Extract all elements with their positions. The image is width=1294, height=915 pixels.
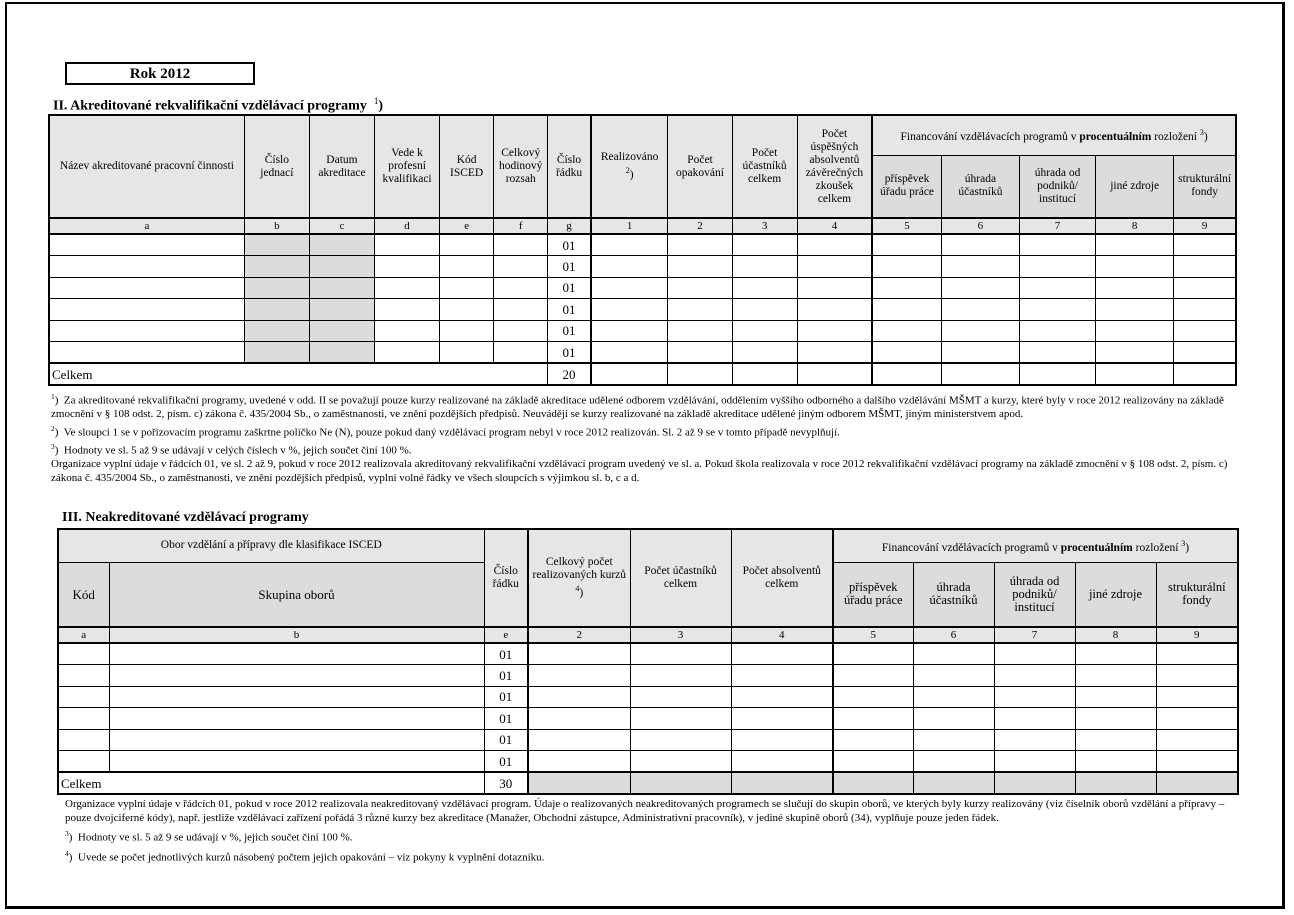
table-cell[interactable] xyxy=(732,363,797,385)
row-number: 20 xyxy=(548,363,591,385)
table-cell[interactable] xyxy=(941,277,1019,299)
col-label: a xyxy=(58,627,109,643)
financovani-note: 3 xyxy=(1199,128,1204,138)
table-cell[interactable] xyxy=(309,299,374,321)
table-cell[interactable] xyxy=(668,363,732,385)
col-label: 7 xyxy=(994,627,1075,643)
table-cell[interactable] xyxy=(244,299,309,321)
table-row xyxy=(49,320,1236,342)
table-cell[interactable] xyxy=(528,772,630,794)
table-cell[interactable] xyxy=(1174,320,1236,342)
col-label: e xyxy=(440,218,494,234)
table-row xyxy=(58,751,1238,773)
table-cell[interactable] xyxy=(1156,686,1238,708)
table-cell[interactable] xyxy=(49,277,244,299)
financovani-post: rozložení xyxy=(1151,131,1198,144)
table-cell[interactable] xyxy=(1174,342,1236,364)
note2-2-mark: 2 xyxy=(51,423,55,433)
table-cell[interactable] xyxy=(440,299,494,321)
table-cell[interactable] xyxy=(1019,320,1095,342)
table-cell[interactable] xyxy=(375,277,440,299)
section2-title: II. Akreditované rekvalifikační vzdělávací programy $^1$) xyxy=(53,96,384,114)
table-cell[interactable] xyxy=(309,277,374,299)
header3-uhrada-podniku: úhrada od podniků/ institucí xyxy=(994,562,1075,627)
note3-3-text: Hodnoty ve sl. 5 až 9 se udávají v %, jejich součet činí 100 %. xyxy=(77,831,353,844)
table-cell[interactable] xyxy=(872,342,941,364)
table-cell[interactable] xyxy=(833,686,913,708)
table-cell[interactable] xyxy=(309,234,374,256)
table-cell[interactable] xyxy=(244,342,309,364)
table-cell[interactable] xyxy=(1075,665,1156,687)
financovani3-bold: procentuálním xyxy=(1060,541,1133,554)
table-cell[interactable] xyxy=(872,234,941,256)
table-cell[interactable] xyxy=(1174,256,1236,278)
table-cell[interactable] xyxy=(872,320,941,342)
table-cell[interactable] xyxy=(528,751,630,773)
table-cell[interactable] xyxy=(1019,363,1095,385)
table-cell[interactable] xyxy=(591,320,668,342)
note2-1-mark: 1 xyxy=(51,392,55,401)
row-number: 01 xyxy=(484,708,528,730)
year-box: Rok 2012 xyxy=(65,62,255,85)
table-cell[interactable] xyxy=(797,234,872,256)
col-label: e xyxy=(484,627,528,643)
total-label: Celkem xyxy=(58,772,484,794)
note3-3-mark: 3 xyxy=(65,829,69,839)
table-cell[interactable] xyxy=(58,686,109,708)
col-label: b xyxy=(109,627,484,643)
header-cislo-jednaci: Číslo jednací xyxy=(244,115,309,218)
header-datum-akreditace: Datum akreditace xyxy=(309,115,374,218)
table-cell[interactable] xyxy=(872,256,941,278)
table-cell[interactable] xyxy=(630,708,731,730)
section3-title: III. Neakreditované vzdělávací programy xyxy=(62,510,309,525)
table-cell[interactable] xyxy=(668,320,732,342)
header3-celkovy-pocet-text: Celkový počet realizovaných kurzů xyxy=(532,556,627,582)
header-jine-zdroje: jiné zdroje xyxy=(1096,155,1174,218)
table-cell[interactable] xyxy=(668,234,732,256)
table-cell[interactable] xyxy=(1096,234,1174,256)
table-cell[interactable] xyxy=(1019,342,1095,364)
header3-strukturalni: strukturální fondy xyxy=(1156,562,1238,627)
note2-2: $^2$) Ve sloupci 1 se v pořizovacím programu zaškrtne políčko Ne (N), pouze pokud daný vzdělávací program nebyl v roce 2012 realizován. Sl. 2 až 9 se v tomto případě nevyplňují. xyxy=(51,423,840,439)
table-cell[interactable] xyxy=(440,277,494,299)
col-label: b xyxy=(244,218,309,234)
table-cell[interactable] xyxy=(440,256,494,278)
table-cell[interactable] xyxy=(309,256,374,278)
header-realizovano: Realizováno $^2$) xyxy=(591,115,668,218)
table-cell[interactable] xyxy=(1096,256,1174,278)
table-cell[interactable] xyxy=(833,665,913,687)
col-label: 4 xyxy=(731,627,833,643)
table-cell[interactable] xyxy=(994,643,1075,665)
table-cell[interactable] xyxy=(1156,708,1238,730)
section2-notes xyxy=(51,390,1231,486)
table-cell[interactable] xyxy=(668,342,732,364)
table-cell[interactable] xyxy=(732,342,797,364)
table-cell[interactable] xyxy=(375,256,440,278)
table-row xyxy=(58,665,1238,687)
note2-1-text: Za akreditované rekvalifikační programy, uvedené v odd. II se považují pouze kurzy realizované na základě akreditace udělené odborem vzdělávání, oddělením vyššího odborného a dalšího vzdělávání MŠMT a kurzy, které byly v roce 2012 realizovány na základě zmocnění v § 108 odst. 2, písm. c) zákona č. 435/2004 Sb., o zaměstnanosti, ve znění pozdějších předpisů. Neuvádějí se kurzy realizované na základě akreditace udělené jiným odborem MŠMT, jiným ministerstvem apod. xyxy=(51,394,1224,421)
table-row xyxy=(58,686,1238,708)
table-cell[interactable] xyxy=(630,686,731,708)
note3-1: Organizace vyplní údaje v řádcích 01, pokud v roce 2012 realizovala neakreditovaný vzdělávací program. Údaje o realizovaných neakreditovaných programech se slučují do skupin oborů, ve kterých byly kurzy realizovány (viz číselník oborů vzdělání a přípravy – pouze dvojciferné kódy), např. jestliže vzdělávací zařízení pořádá 3 různé kurzy bez akreditace (Manažer, Obchodní zástupce, Administrativní pracovník), v jediné skupině oborů (34), vyplňuje pouze jeden řádek. xyxy=(65,798,1225,824)
table-cell[interactable] xyxy=(833,772,913,794)
table-cell[interactable] xyxy=(1174,363,1236,385)
table-row xyxy=(49,342,1236,364)
table-cell[interactable] xyxy=(732,299,797,321)
note2-2-text: Ve sloupci 1 se v pořizovacím programu zaškrtne políčko Ne (N), pouze pokud daný vzdělávací program nebyl v roce 2012 realizován. Sl. 2 až 9 se v tomto případě nevyplňují. xyxy=(63,426,840,439)
row-number: 01 xyxy=(548,277,591,299)
header-realizovano-text: Realizováno xyxy=(600,151,659,164)
table-cell[interactable] xyxy=(668,256,732,278)
table-cell[interactable] xyxy=(941,234,1019,256)
table-cell[interactable] xyxy=(731,643,833,665)
table-row xyxy=(58,708,1238,730)
col-label: 1 xyxy=(591,218,668,234)
table-cell[interactable] xyxy=(1096,363,1174,385)
table-cell[interactable] xyxy=(494,299,548,321)
col-label: 2 xyxy=(668,218,732,234)
table-cell[interactable] xyxy=(244,256,309,278)
note2-4: Organizace vyplní údaje v řádcích 01, ve sl. 2 až 9, pokud v roce 2012 realizovala akreditovaný rekvalifikační vzdělávací program uvedený ve sl. a. Pokud škola realizovala v roce 2012 rekvalifikační vzdělávací programy na základě zmocnění v § 108 odst. 2, písm. c) zákona č. 435/2004 Sb., o zaměstnanosti, ve znění pozdějších předpisů, vyplní volné řádky ve všech sloupcích s výjimkou sl. b, c a d. xyxy=(51,458,1228,484)
header-pocet-opakovani: Počet opakování xyxy=(668,115,732,218)
table-cell[interactable] xyxy=(872,363,941,385)
table-cell[interactable] xyxy=(494,256,548,278)
table-cell[interactable] xyxy=(731,751,833,773)
table-cell[interactable] xyxy=(913,708,994,730)
table-cell[interactable] xyxy=(833,751,913,773)
total-label: Celkem xyxy=(49,363,548,385)
table-cell[interactable] xyxy=(494,320,548,342)
table-cell[interactable] xyxy=(375,320,440,342)
table-cell[interactable] xyxy=(913,751,994,773)
table-cell[interactable] xyxy=(732,234,797,256)
financovani3-post: rozložení xyxy=(1132,541,1179,554)
table-cell[interactable] xyxy=(375,299,440,321)
table-cell[interactable] xyxy=(668,277,732,299)
table-cell[interactable] xyxy=(941,320,1019,342)
header3-pocet-absolventu: Počet absolventů celkem xyxy=(731,529,833,627)
table-cell[interactable] xyxy=(49,234,244,256)
table-cell[interactable] xyxy=(668,299,732,321)
table-cell[interactable] xyxy=(1075,729,1156,751)
table-cell[interactable] xyxy=(1019,299,1095,321)
table-cell[interactable] xyxy=(994,729,1075,751)
table-cell[interactable] xyxy=(732,256,797,278)
table-cell[interactable] xyxy=(941,256,1019,278)
col-label: 5 xyxy=(872,218,941,234)
table-cell[interactable] xyxy=(1019,277,1095,299)
header3-kod: Kód xyxy=(58,562,109,627)
table-cell[interactable] xyxy=(797,320,872,342)
header-financovani: Financování vzdělávacích programů v procentuálním rozložení $^3$) xyxy=(872,115,1236,155)
table-cell[interactable] xyxy=(994,751,1075,773)
col-label: 8 xyxy=(1096,218,1174,234)
section3-notes xyxy=(65,798,1230,866)
header-vede-k-kvalifikaci: Vede k profesní kvalifikaci xyxy=(375,115,440,218)
table-cell[interactable] xyxy=(528,665,630,687)
table-cell[interactable] xyxy=(833,643,913,665)
table-cell[interactable] xyxy=(244,320,309,342)
table-cell[interactable] xyxy=(630,643,731,665)
table-cell[interactable] xyxy=(1019,256,1095,278)
table-cell[interactable] xyxy=(109,686,484,708)
table-row xyxy=(49,256,1236,278)
header-rozsah: Celkový hodinový rozsah xyxy=(494,115,548,218)
table-cell[interactable] xyxy=(941,342,1019,364)
note3-3: $^3$) Hodnoty ve sl. 5 až 9 se udávají v %, jejich součet činí 100 %. xyxy=(65,829,353,844)
header-uhrada-ucastniku: úhrada účastníků xyxy=(941,155,1019,218)
table-cell[interactable] xyxy=(1096,320,1174,342)
table-cell[interactable] xyxy=(109,751,484,773)
col-label: 5 xyxy=(833,627,913,643)
table-cell[interactable] xyxy=(913,772,994,794)
total-row xyxy=(49,363,1236,385)
table-cell[interactable] xyxy=(731,665,833,687)
table-row xyxy=(58,729,1238,751)
table-cell[interactable] xyxy=(731,772,833,794)
table-cell[interactable] xyxy=(49,299,244,321)
header-obor-isced: Obor vzdělání a přípravy dle klasifikace ISCED xyxy=(58,529,484,562)
section3-table xyxy=(57,528,1239,795)
table-cell[interactable] xyxy=(591,234,668,256)
col-label: g xyxy=(548,218,591,234)
table-cell[interactable] xyxy=(731,729,833,751)
table-cell[interactable] xyxy=(109,708,484,730)
table-cell[interactable] xyxy=(731,708,833,730)
col-label: 9 xyxy=(1156,627,1238,643)
table-cell[interactable] xyxy=(1019,234,1095,256)
col-label: 4 xyxy=(797,218,872,234)
col-label: 3 xyxy=(732,218,797,234)
table-cell[interactable] xyxy=(1075,751,1156,773)
table-cell[interactable] xyxy=(994,665,1075,687)
note3-4-mark: 4 xyxy=(65,849,69,859)
row-number: 01 xyxy=(548,234,591,256)
table-cell[interactable] xyxy=(994,686,1075,708)
table-cell[interactable] xyxy=(1156,729,1238,751)
header-pocet-ucastniku: Počet účastníků celkem xyxy=(732,115,797,218)
row-number: 01 xyxy=(548,256,591,278)
table-cell[interactable] xyxy=(528,708,630,730)
table-cell[interactable] xyxy=(58,708,109,730)
table-cell[interactable] xyxy=(1174,277,1236,299)
col-label: 2 xyxy=(528,627,630,643)
table-cell[interactable] xyxy=(913,686,994,708)
table-cell[interactable] xyxy=(309,342,374,364)
table-cell[interactable] xyxy=(797,342,872,364)
row-number: 01 xyxy=(484,751,528,773)
col-label: 6 xyxy=(913,627,994,643)
table-cell[interactable] xyxy=(49,342,244,364)
header-strukturalni: strukturální fondy xyxy=(1174,155,1236,218)
table-cell[interactable] xyxy=(1075,708,1156,730)
col-label: 9 xyxy=(1174,218,1236,234)
table-cell[interactable] xyxy=(244,234,309,256)
table-cell[interactable] xyxy=(58,643,109,665)
table-cell[interactable] xyxy=(440,320,494,342)
table-cell[interactable] xyxy=(872,277,941,299)
col-label: 7 xyxy=(1019,218,1095,234)
row-number: 01 xyxy=(548,320,591,342)
header3-cislo-radku: Číslo řádku xyxy=(484,529,528,627)
table-cell[interactable] xyxy=(1096,342,1174,364)
table-cell[interactable] xyxy=(494,234,548,256)
note2-1: $^1$) Za akreditované rekvalifikační programy, uvedené v odd. II se považují pouze kurzy realizované na základě akreditace udělené odborem vzdělávání, oddělením vyššího odborného a dalšího vzdělávání MŠMT a kurzy, které byly v roce 2012 realizovány na základě zmocnění v § 108 odst. 2, písm. c) zákona č. 435/2004 Sb., o zaměstnanosti, ve znění pozdějších předpisů. Neuvádějí se kurzy realizované na základě akreditace udělené jiným odborem MŠMT, jiným ministerstvem apod. xyxy=(51,392,1224,421)
table-cell[interactable] xyxy=(58,751,109,773)
header3-jine-zdroje: jiné zdroje xyxy=(1075,562,1156,627)
table-cell[interactable] xyxy=(872,299,941,321)
table-cell[interactable] xyxy=(731,686,833,708)
table-row xyxy=(58,643,1238,665)
header3-skupina: Skupina oborů xyxy=(109,562,484,627)
table-cell[interactable] xyxy=(375,234,440,256)
section2-title-note: 1 xyxy=(373,96,379,106)
table-cell[interactable] xyxy=(528,643,630,665)
col-label: 6 xyxy=(941,218,1019,234)
header-cislo-radku: Číslo řádku xyxy=(548,115,591,218)
table-cell[interactable] xyxy=(630,751,731,773)
note2-3: $^3$) Hodnoty ve sl. 5 až 9 se udávají v celých číslech v %, jejich součet činí 100 %. xyxy=(51,442,412,457)
header-pocet-uspesnych: Počet úspěšných absolventů závěrečných zkoušek celkem xyxy=(797,115,872,218)
table-cell[interactable] xyxy=(440,234,494,256)
header-prispevek: příspěvek úřadu práce xyxy=(872,155,941,218)
row-number: 01 xyxy=(484,643,528,665)
section2-table xyxy=(48,114,1237,386)
table-cell[interactable] xyxy=(913,729,994,751)
table-cell[interactable] xyxy=(109,729,484,751)
table-row xyxy=(49,299,1236,321)
table-cell[interactable] xyxy=(797,277,872,299)
table-cell[interactable] xyxy=(1096,299,1174,321)
table-cell[interactable] xyxy=(994,772,1075,794)
row-number: 01 xyxy=(484,729,528,751)
header3-celkovy-pocet-note: 4 xyxy=(575,584,580,594)
col-label: a xyxy=(49,218,244,234)
financovani-pre: Financování vzdělávacích programů v xyxy=(900,131,1080,144)
row-number: 01 xyxy=(484,686,528,708)
table-cell[interactable] xyxy=(1075,686,1156,708)
table-cell[interactable] xyxy=(1096,277,1174,299)
table-cell[interactable] xyxy=(1174,234,1236,256)
col-label: 3 xyxy=(630,627,731,643)
table-cell[interactable] xyxy=(941,299,1019,321)
col-label: f xyxy=(494,218,548,234)
table-cell[interactable] xyxy=(630,729,731,751)
col-label: d xyxy=(375,218,440,234)
row-number: 01 xyxy=(548,342,591,364)
header-kod-isced: Kód ISCED xyxy=(440,115,494,218)
table-cell[interactable] xyxy=(591,299,668,321)
table-row xyxy=(49,277,1236,299)
table-cell[interactable] xyxy=(994,708,1075,730)
section2-title-text: II. Akreditované rekvalifikační vzdělávací programy xyxy=(53,98,367,114)
table-cell[interactable] xyxy=(1156,751,1238,773)
row-number: 30 xyxy=(484,772,528,794)
table-cell[interactable] xyxy=(913,643,994,665)
table-cell[interactable] xyxy=(1156,643,1238,665)
note3-4: $^4$) Uvede se počet jednotlivých kurzů násobený počtem jejich opakování – viz pokyny k vyplnění dotazníku. xyxy=(65,849,545,865)
table-cell[interactable] xyxy=(591,277,668,299)
table-cell[interactable] xyxy=(58,729,109,751)
note2-3-text: Hodnoty ve sl. 5 až 9 se udávají v celých číslech v %, jejich součet činí 100 %. xyxy=(63,444,412,457)
col-label: 8 xyxy=(1075,627,1156,643)
table-cell[interactable] xyxy=(591,342,668,364)
header-uhrada-podniku: úhrada od podniků/ institucí xyxy=(1019,155,1095,218)
header3-celkovy-pocet: Celkový počet realizovaných kurzů $^4$) xyxy=(528,529,630,627)
table-cell[interactable] xyxy=(528,729,630,751)
total-row xyxy=(58,772,1238,794)
table-cell[interactable] xyxy=(1075,643,1156,665)
table-cell[interactable] xyxy=(630,665,731,687)
table-row xyxy=(49,234,1236,256)
financovani-bold: procentuálním xyxy=(1079,131,1152,144)
table-cell[interactable] xyxy=(591,256,668,278)
table-cell[interactable] xyxy=(591,363,668,385)
table-cell[interactable] xyxy=(732,277,797,299)
header-nazev: Název akreditované pracovní činnosti xyxy=(49,115,244,218)
table-cell[interactable] xyxy=(797,363,872,385)
table-cell[interactable] xyxy=(1156,665,1238,687)
table-cell[interactable] xyxy=(528,686,630,708)
table-cell[interactable] xyxy=(913,665,994,687)
header3-pocet-ucastniku: Počet účastníků celkem xyxy=(630,529,731,627)
financovani3-note: 3 xyxy=(1181,538,1186,548)
table-cell[interactable] xyxy=(49,320,244,342)
table-cell[interactable] xyxy=(440,342,494,364)
table-cell[interactable] xyxy=(494,277,548,299)
table-cell[interactable] xyxy=(494,342,548,364)
note2-3-mark: 3 xyxy=(51,442,55,452)
table-cell[interactable] xyxy=(375,342,440,364)
col-label: c xyxy=(309,218,374,234)
table-cell[interactable] xyxy=(49,256,244,278)
table-cell[interactable] xyxy=(309,320,374,342)
table-cell[interactable] xyxy=(58,665,109,687)
table-cell[interactable] xyxy=(630,772,731,794)
table-cell[interactable] xyxy=(833,708,913,730)
header-realizovano-note: 2 xyxy=(625,166,630,176)
note3-4-text: Uvede se počet jednotlivých kurzů násobený počtem jejich opakování – viz pokyny k vyplnění dotazníku. xyxy=(77,852,545,865)
table-cell[interactable] xyxy=(797,256,872,278)
table-cell[interactable] xyxy=(732,320,797,342)
header3-uhrada-ucastniku: úhrada účastníků xyxy=(913,562,994,627)
table-cell[interactable] xyxy=(1156,772,1238,794)
table-cell[interactable] xyxy=(833,729,913,751)
row-number: 01 xyxy=(548,299,591,321)
table-cell[interactable] xyxy=(109,643,484,665)
header3-financovani: Financování vzdělávacích programů v procentuálním rozložení $^3$) xyxy=(833,529,1238,562)
table-cell[interactable] xyxy=(109,665,484,687)
form-page xyxy=(5,2,1285,909)
table-cell[interactable] xyxy=(941,363,1019,385)
header3-prispevek: příspěvek úřadu práce xyxy=(833,562,913,627)
table-cell[interactable] xyxy=(797,299,872,321)
row-number: 01 xyxy=(484,665,528,687)
financovani3-pre: Financování vzdělávacích programů v xyxy=(881,541,1061,554)
table-cell[interactable] xyxy=(1075,772,1156,794)
table-cell[interactable] xyxy=(244,277,309,299)
table-cell[interactable] xyxy=(1174,299,1236,321)
